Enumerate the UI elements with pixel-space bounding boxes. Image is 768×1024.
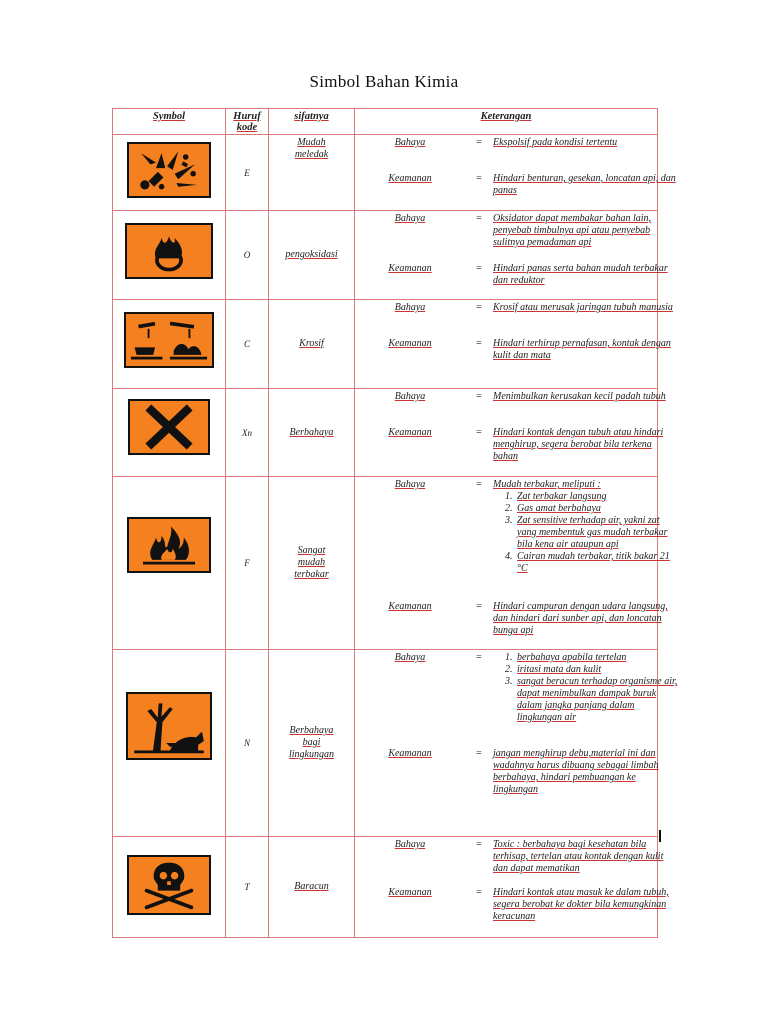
sifat-value: Krosif xyxy=(299,338,324,349)
keamanan-text: Hindari panas serta bahan mudah terbakar dan reduktor xyxy=(493,263,668,286)
bahaya-text xyxy=(493,652,678,724)
keamanan-text: jangan menghirup debu,material ini dan wadahnya harus dibuang sebagai limbah berbahaya, hindari pembuangan ke lingkungan xyxy=(493,748,659,795)
equals-sign: = xyxy=(476,173,482,184)
kode-value: Xn xyxy=(242,427,252,438)
skull-crossbones-icon xyxy=(127,855,211,915)
harmful-cross-icon xyxy=(128,399,210,455)
oxidizing-icon xyxy=(125,223,213,279)
table-row xyxy=(113,389,658,477)
keamanan-label: Keamanan xyxy=(388,173,432,184)
sifat-value: Mudah meledak xyxy=(294,137,329,160)
corrosive-icon xyxy=(124,312,214,368)
kode-value: C xyxy=(243,339,250,349)
table-row xyxy=(113,135,658,211)
equals-sign: = xyxy=(476,302,482,313)
bahaya-text: Oksidator dapat membakar bahan lain, penyebab timbulnya api atau penyebab sulitnya pemadaman api xyxy=(493,213,652,248)
keamanan-label: Keamanan xyxy=(388,601,432,612)
bahaya-text: Menimbulkan kerusakan kecil padah tubuh xyxy=(493,391,666,402)
equals-sign: = xyxy=(476,213,482,224)
list-item: 4. Cairan mudah terbakar, titik bakar 21 °C xyxy=(515,551,678,575)
header-symbol: Symbol xyxy=(113,109,226,135)
equals-sign: = xyxy=(476,338,482,349)
equals-sign: = xyxy=(476,427,482,438)
bahaya-label: Bahaya xyxy=(394,302,426,313)
bahaya-label: Bahaya xyxy=(394,391,426,402)
bahaya-text: Ekspolsif pada kondisi tertentu xyxy=(493,137,618,148)
sifat-value: Berbahaya xyxy=(289,426,334,438)
list-item: 1. Zat terbakar langsung xyxy=(515,491,678,503)
bahaya-label: Bahaya xyxy=(394,137,426,148)
table-header-row xyxy=(113,109,658,135)
table-row xyxy=(113,837,658,938)
header-huruf-kode: Huruf kode xyxy=(226,109,269,135)
equals-sign: = xyxy=(476,137,482,148)
header-keterangan: Keterangan xyxy=(355,109,658,135)
equals-sign: = xyxy=(476,652,482,663)
equals-sign: = xyxy=(476,263,482,274)
equals-sign: = xyxy=(476,887,482,898)
keamanan-label: Keamanan xyxy=(388,338,432,349)
kode-value: N xyxy=(243,738,250,748)
bahaya-text: Krosif atau merusak jaringan tubuh manusia xyxy=(493,302,673,313)
bahaya-label: Bahaya xyxy=(394,839,426,850)
keamanan-label: Keamanan xyxy=(388,748,432,759)
table-row xyxy=(113,211,658,300)
symbol-cell xyxy=(113,135,226,211)
equals-sign: = xyxy=(476,391,482,402)
kode-value: E xyxy=(244,167,250,178)
bahaya-label: Bahaya xyxy=(394,479,426,490)
bahaya-text: Mudah terbakar, meliputi : 1. Zat terbakar langsung 2. Gas amat berbahaya 3. Zat sensitive terhadap air, yakni zat yang membentuk gas mudah terbakar bila kena air ataupun api 4. Cairan mudah terbakar, titik bakar 21 °C xyxy=(493,479,678,575)
keamanan-label: Keamanan xyxy=(388,263,432,274)
table-row xyxy=(113,477,658,650)
keamanan-label: Keamanan xyxy=(388,427,432,438)
explosive-icon xyxy=(127,142,211,198)
environment-hazard-icon xyxy=(126,692,212,760)
equals-sign: = xyxy=(476,601,482,612)
page-title: Simbol Bahan Kimia xyxy=(309,72,459,91)
kode-value: O xyxy=(243,250,251,260)
equals-sign: = xyxy=(476,839,482,850)
bahaya-list xyxy=(493,491,678,575)
keamanan-text: Hindari kontak atau masuk ke dalam tubuh, segera berobat ke dokter bila kemungkinan keracunan xyxy=(493,887,669,922)
table-row xyxy=(113,300,658,389)
keamanan-label: Keamanan xyxy=(388,887,432,898)
flammable-icon xyxy=(127,517,211,573)
bahaya-label: Bahaya xyxy=(394,213,426,224)
sifat-value: Sangat mudah terbakar xyxy=(294,545,329,580)
symbol-table xyxy=(112,108,678,938)
bahaya-list xyxy=(493,652,678,724)
keamanan-text: Hindari benturan, gesekan, loncatan api, dan panas xyxy=(493,173,676,196)
sifat-value: pengoksidasi xyxy=(285,249,338,260)
kode-value: T xyxy=(244,882,250,892)
bahaya-label: Bahaya xyxy=(394,652,426,663)
equals-sign: = xyxy=(476,479,482,490)
header-sifat: sifatnya xyxy=(269,109,355,135)
keamanan-text: Hindari terhirup pernafasan, kontak dengan kulit dan mata xyxy=(493,338,671,361)
bahaya-text: Toxic : berbahaya bagi kesehatan bila terhisap, tertelan atau kontak dengan kulit dan dapat mematikan xyxy=(493,839,664,874)
table-row xyxy=(113,650,658,837)
list-item: 1. berbahaya apabila tertelan xyxy=(515,652,678,664)
keamanan-text: Hindari kontak dengan tubuh atau hindari menghirup, segera berobat bila terkena bahan xyxy=(493,427,664,462)
list-item: 2. Gas amat berbahaya xyxy=(515,503,678,515)
keamanan-text: Hindari campuran dengan udara langsung, dan hindari dari sunber api, dan loncatan bunga api xyxy=(493,601,668,636)
kode-value: F xyxy=(244,558,250,568)
list-item: 2. iritasi mata dan kulit xyxy=(515,664,678,676)
sifat-value: Berbahaya bagi lingkungan xyxy=(289,725,334,760)
text-cursor-mark xyxy=(659,830,661,842)
list-item: 3. sangat beracun terhadap organisme air, dapat menimbulkan dampak buruk dalam jangka panjang dalam lingkungan air xyxy=(515,676,678,724)
list-item: 3. Zat sensitive terhadap air, yakni zat yang membentuk gas mudah terbakar bila kena air ataupun api xyxy=(515,515,678,551)
equals-sign: = xyxy=(476,748,482,759)
sifat-value: Baracun xyxy=(294,881,329,892)
